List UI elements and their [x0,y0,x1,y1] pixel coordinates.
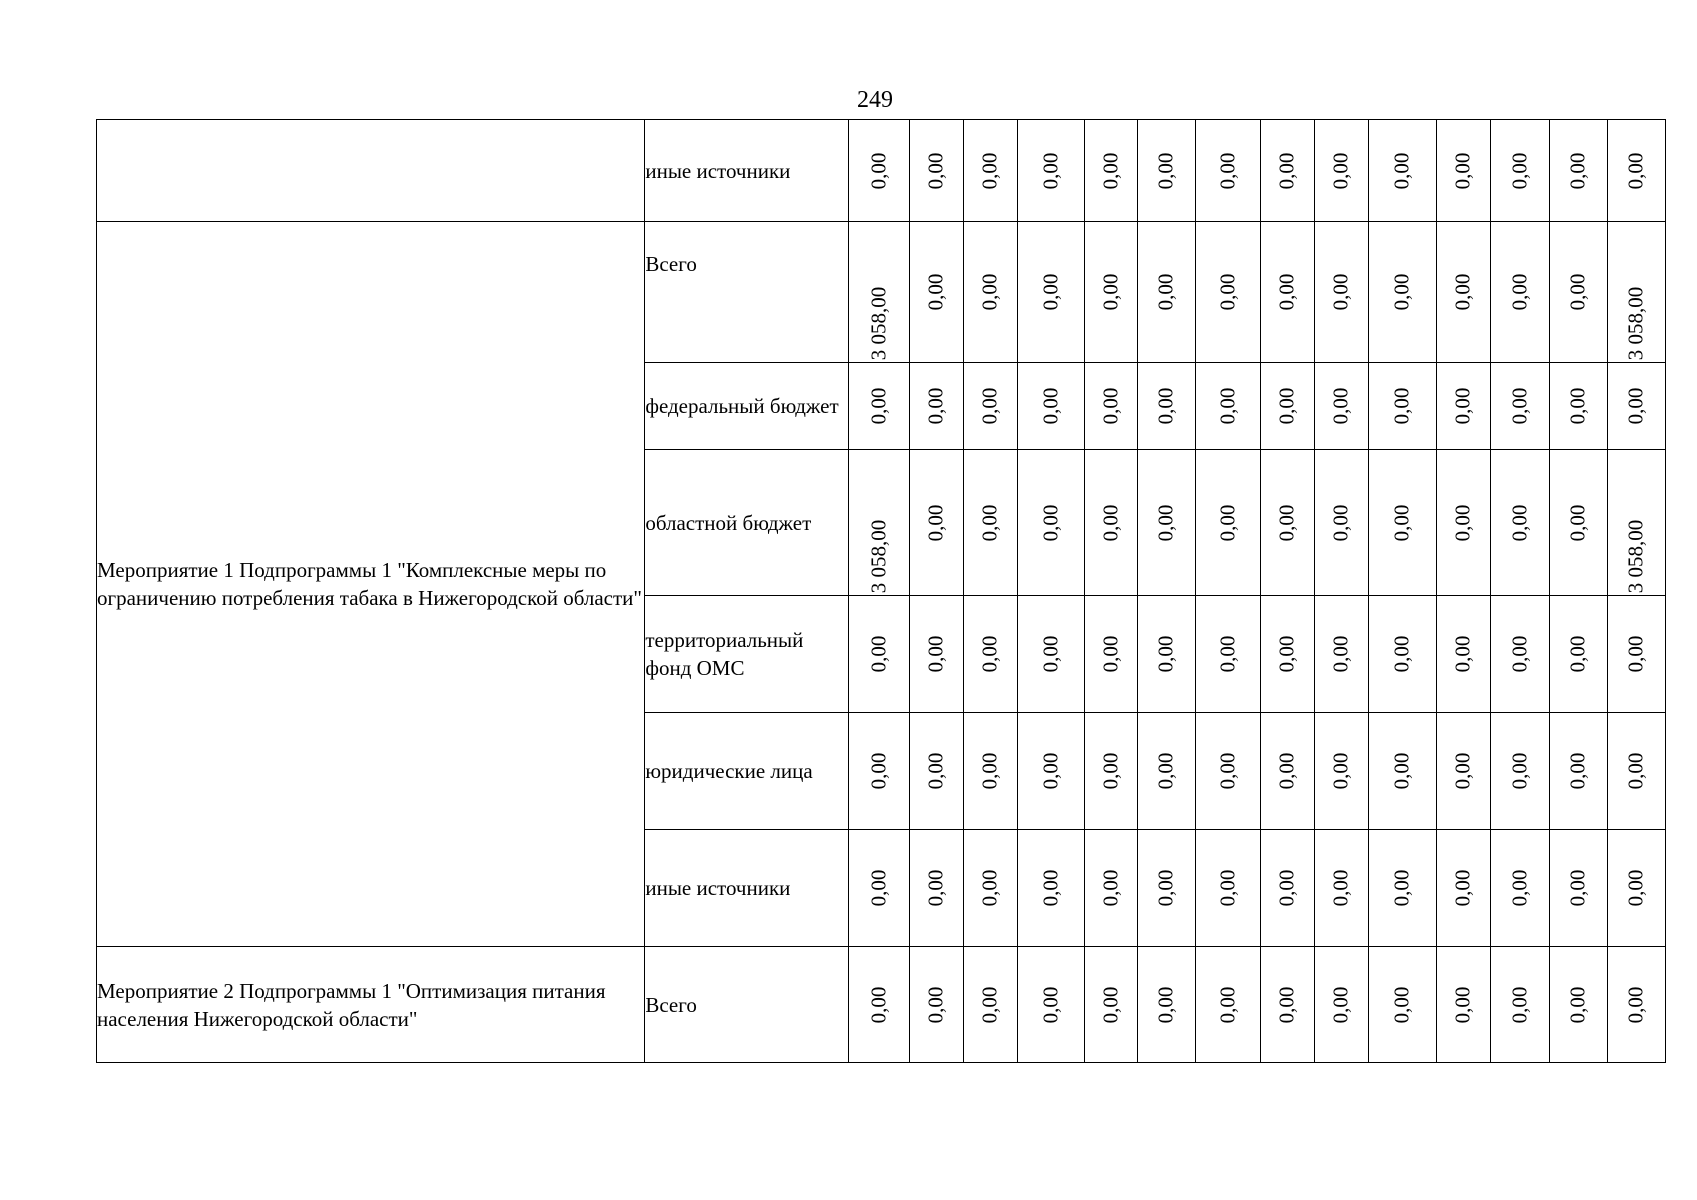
value-cell [1490,120,1549,222]
value-text: 0,00 [1450,273,1475,311]
value-cell [1607,596,1665,713]
value-cell [1084,120,1137,222]
value-text: 0,00 [1389,152,1414,189]
value-text: 0,00 [1507,752,1532,790]
value-text: 0,00 [1623,152,1648,189]
value-cell [1314,947,1368,1063]
value-cell [1137,222,1195,363]
funding-source-cell: Всего [645,947,849,1063]
value-text: 0,00 [923,752,948,790]
value-text: 0,00 [1274,504,1299,541]
value-cell [1314,713,1368,830]
value-text: 0,00 [1038,504,1063,541]
value-cell [1607,830,1665,947]
value-text: 0,00 [1038,387,1063,425]
value-cell [1137,450,1195,596]
value-cell [1137,830,1195,947]
value-cell [1436,947,1490,1063]
value-text: 0,00 [1215,273,1240,311]
value-text: 0,00 [1328,504,1353,541]
value-cell [1195,596,1260,713]
value-text: 0,00 [1215,752,1240,790]
value-text: 0,00 [1328,273,1353,311]
value-text: 0,00 [1565,869,1590,907]
value-cell [1137,363,1195,450]
value-cell [1084,450,1137,596]
value-text: 0,00 [1274,869,1299,907]
value-text: 0,00 [1215,635,1240,673]
value-cell [1368,363,1436,450]
value-text: 0,00 [923,504,948,541]
value-text: 0,00 [1328,387,1353,425]
value-text: 0,00 [1565,986,1590,1023]
value-text: 0,00 [866,869,891,907]
value-text: 0,00 [1450,635,1475,673]
value-text: 0,00 [866,152,891,189]
value-cell [1260,120,1314,222]
value-cell [1137,713,1195,830]
value-cell [909,947,963,1063]
value-text: 0,00 [1389,869,1414,907]
value-cell [849,363,909,450]
value-cell [963,596,1017,713]
value-cell [1084,713,1137,830]
value-text: 0,00 [1328,869,1353,907]
value-cell [963,450,1017,596]
value-text: 0,00 [1623,869,1648,907]
value-cell [1607,363,1665,450]
value-cell [909,830,963,947]
value-text: 0,00 [1565,152,1590,189]
value-text: 0,00 [1098,273,1123,311]
value-cell [1490,713,1549,830]
value-cell [1260,713,1314,830]
funding-source-cell: иные источники [645,120,849,222]
value-cell [1436,120,1490,222]
value-cell [1195,947,1260,1063]
value-cell [1084,363,1137,450]
value-cell [1195,830,1260,947]
value-cell [849,450,909,596]
value-cell [1260,222,1314,363]
value-cell [1607,450,1665,596]
value-cell [1549,120,1607,222]
value-text: 0,00 [1328,752,1353,790]
value-cell [1368,596,1436,713]
funding-source-cell: Всего [645,222,849,363]
value-text: 0,00 [1507,635,1532,673]
value-text: 0,00 [1389,635,1414,673]
value-cell [963,947,1017,1063]
value-cell [963,363,1017,450]
value-cell [1017,363,1084,450]
value-cell [849,713,909,830]
value-cell [1436,830,1490,947]
value-cell [1368,450,1436,596]
value-text: 0,00 [1450,152,1475,189]
value-text: 0,00 [866,387,891,425]
value-cell [1436,450,1490,596]
value-cell [963,222,1017,363]
value-cell [1017,830,1084,947]
value-cell [1017,713,1084,830]
value-text: 0,00 [1507,273,1532,311]
page-number: 249 [857,87,893,113]
value-text: 0,00 [1038,869,1063,907]
value-text: 0,00 [866,752,891,790]
value-text: 0,00 [866,635,891,673]
value-cell [909,222,963,363]
value-cell [1195,120,1260,222]
value-cell [1260,947,1314,1063]
value-cell [1607,222,1665,363]
value-cell [1368,713,1436,830]
value-text: 0,00 [1274,752,1299,790]
value-text: 0,00 [1507,869,1532,907]
value-cell [1490,222,1549,363]
value-cell [1314,120,1368,222]
value-cell [1017,450,1084,596]
value-text: 0,00 [1038,635,1063,673]
value-cell [1260,596,1314,713]
value-cell [1549,222,1607,363]
value-text: 3 058,00 [866,519,891,594]
value-cell [909,450,963,596]
value-cell [1368,947,1436,1063]
value-text: 0,00 [1274,635,1299,673]
value-text: 0,00 [1098,986,1123,1023]
value-text: 0,00 [977,752,1002,790]
value-text: 0,00 [1098,752,1123,790]
value-text: 0,00 [1098,869,1123,907]
value-cell [1017,120,1084,222]
value-text: 0,00 [1038,752,1063,790]
value-text: 0,00 [1328,152,1353,189]
value-text: 0,00 [1153,387,1178,425]
value-cell [1195,450,1260,596]
value-cell [1017,947,1084,1063]
value-cell [1314,363,1368,450]
value-text: 0,00 [866,986,891,1023]
value-text: 0,00 [977,152,1002,189]
value-text: 0,00 [977,986,1002,1023]
value-cell [1260,830,1314,947]
value-cell [1314,450,1368,596]
value-cell [1549,713,1607,830]
value-text: 0,00 [1153,752,1178,790]
value-text: 0,00 [1507,986,1532,1023]
value-text: 0,00 [1328,986,1353,1023]
value-cell [1607,120,1665,222]
value-text: 0,00 [977,504,1002,541]
value-cell [1549,596,1607,713]
value-cell [1137,947,1195,1063]
value-text: 0,00 [1623,986,1648,1023]
value-text: 0,00 [1623,635,1648,673]
value-text: 0,00 [1038,273,1063,311]
value-text: 0,00 [1215,869,1240,907]
activity-cell [97,120,645,222]
value-text: 0,00 [1274,387,1299,425]
value-text: 0,00 [1565,635,1590,673]
value-text: 0,00 [1098,635,1123,673]
value-cell [1368,120,1436,222]
value-text: 0,00 [1565,387,1590,425]
value-text: 0,00 [1098,504,1123,541]
value-text: 0,00 [1389,986,1414,1023]
value-cell [1195,222,1260,363]
value-text: 0,00 [923,869,948,907]
value-text: 0,00 [1450,752,1475,790]
value-text: 0,00 [1215,504,1240,541]
value-text: 0,00 [1274,152,1299,189]
value-cell [1490,450,1549,596]
value-text: 0,00 [1328,635,1353,673]
value-text: 0,00 [977,387,1002,425]
value-text: 0,00 [1215,986,1240,1023]
value-text: 3 058,00 [866,286,891,361]
value-text: 0,00 [1038,152,1063,189]
value-text: 0,00 [923,152,948,189]
table-row [97,947,1666,1063]
value-text: 0,00 [1450,504,1475,541]
value-cell [909,120,963,222]
value-cell [1017,596,1084,713]
value-text: 0,00 [1274,273,1299,311]
value-text: 0,00 [1565,504,1590,541]
value-text: 0,00 [1389,387,1414,425]
value-cell [1368,830,1436,947]
activity-cell: Мероприятие 1 Подпрограммы 1 "Комплексные меры по ограничению потребления табака в Нижегородской области" [97,222,645,947]
value-text: 0,00 [1623,752,1648,790]
value-text: 0,00 [1153,152,1178,189]
value-text: 0,00 [923,387,948,425]
value-cell [1195,363,1260,450]
value-text: 0,00 [923,635,948,673]
value-text: 0,00 [1215,387,1240,425]
value-text: 0,00 [977,869,1002,907]
funding-source-cell: иные источники [645,830,849,947]
value-cell [1490,363,1549,450]
value-text: 0,00 [1215,152,1240,189]
value-text: 0,00 [1153,869,1178,907]
value-text: 0,00 [1038,986,1063,1023]
value-cell [1490,830,1549,947]
value-cell [963,713,1017,830]
value-text: 0,00 [1153,986,1178,1023]
value-text: 0,00 [977,635,1002,673]
funding-source-cell: областной бюджет [645,450,849,596]
value-cell [1084,596,1137,713]
value-cell [1368,222,1436,363]
value-text: 0,00 [1507,152,1532,189]
value-cell [963,830,1017,947]
value-text: 0,00 [1450,387,1475,425]
value-cell [849,120,909,222]
value-cell [909,596,963,713]
value-cell [1490,947,1549,1063]
value-cell [1137,120,1195,222]
value-cell [1137,596,1195,713]
value-cell [1436,363,1490,450]
value-cell [1314,222,1368,363]
value-cell [1260,450,1314,596]
value-text: 0,00 [1274,986,1299,1023]
value-text: 0,00 [1389,273,1414,311]
value-cell [1549,450,1607,596]
value-cell [1607,947,1665,1063]
value-cell [1549,830,1607,947]
value-cell [849,222,909,363]
value-cell [1084,947,1137,1063]
value-text: 0,00 [923,986,948,1023]
value-text: 0,00 [923,273,948,311]
value-cell [1260,363,1314,450]
value-text: 0,00 [1565,752,1590,790]
value-text: 0,00 [1153,504,1178,541]
value-cell [849,830,909,947]
funding-source-cell: федеральный бюджет [645,363,849,450]
funding-source-cell: юридические лица [645,713,849,830]
value-text: 0,00 [1389,752,1414,790]
value-cell [849,596,909,713]
value-text: 3 058,00 [1623,286,1648,361]
value-cell [909,713,963,830]
value-text: 0,00 [1507,504,1532,541]
table-row [97,222,1666,363]
value-cell [1314,830,1368,947]
value-text: 0,00 [1450,869,1475,907]
value-cell [1084,222,1137,363]
value-text: 0,00 [1153,273,1178,311]
value-cell [1314,596,1368,713]
value-cell [1017,222,1084,363]
value-text: 0,00 [1450,986,1475,1023]
value-cell [1436,222,1490,363]
value-text: 0,00 [1507,387,1532,425]
table-row [97,120,1666,222]
value-text: 0,00 [1153,635,1178,673]
value-cell [909,363,963,450]
value-text: 0,00 [1098,387,1123,425]
value-cell [1436,596,1490,713]
value-cell [1084,830,1137,947]
value-cell [1436,713,1490,830]
value-cell [1549,947,1607,1063]
funding-table [96,119,1666,1063]
value-text: 0,00 [1623,387,1648,425]
value-text: 0,00 [1098,152,1123,189]
value-cell [963,120,1017,222]
value-cell [1549,363,1607,450]
value-text: 3 058,00 [1623,519,1648,594]
value-text: 0,00 [977,273,1002,311]
value-cell [849,947,909,1063]
value-text: 0,00 [1565,273,1590,311]
funding-source-cell: территориальный фонд ОМС [645,596,849,713]
value-cell [1195,713,1260,830]
value-cell [1490,596,1549,713]
value-cell [1607,713,1665,830]
activity-cell: Мероприятие 2 Подпрограммы 1 "Оптимизация питания населения Нижегородской области" [97,947,645,1063]
value-text: 0,00 [1389,504,1414,541]
